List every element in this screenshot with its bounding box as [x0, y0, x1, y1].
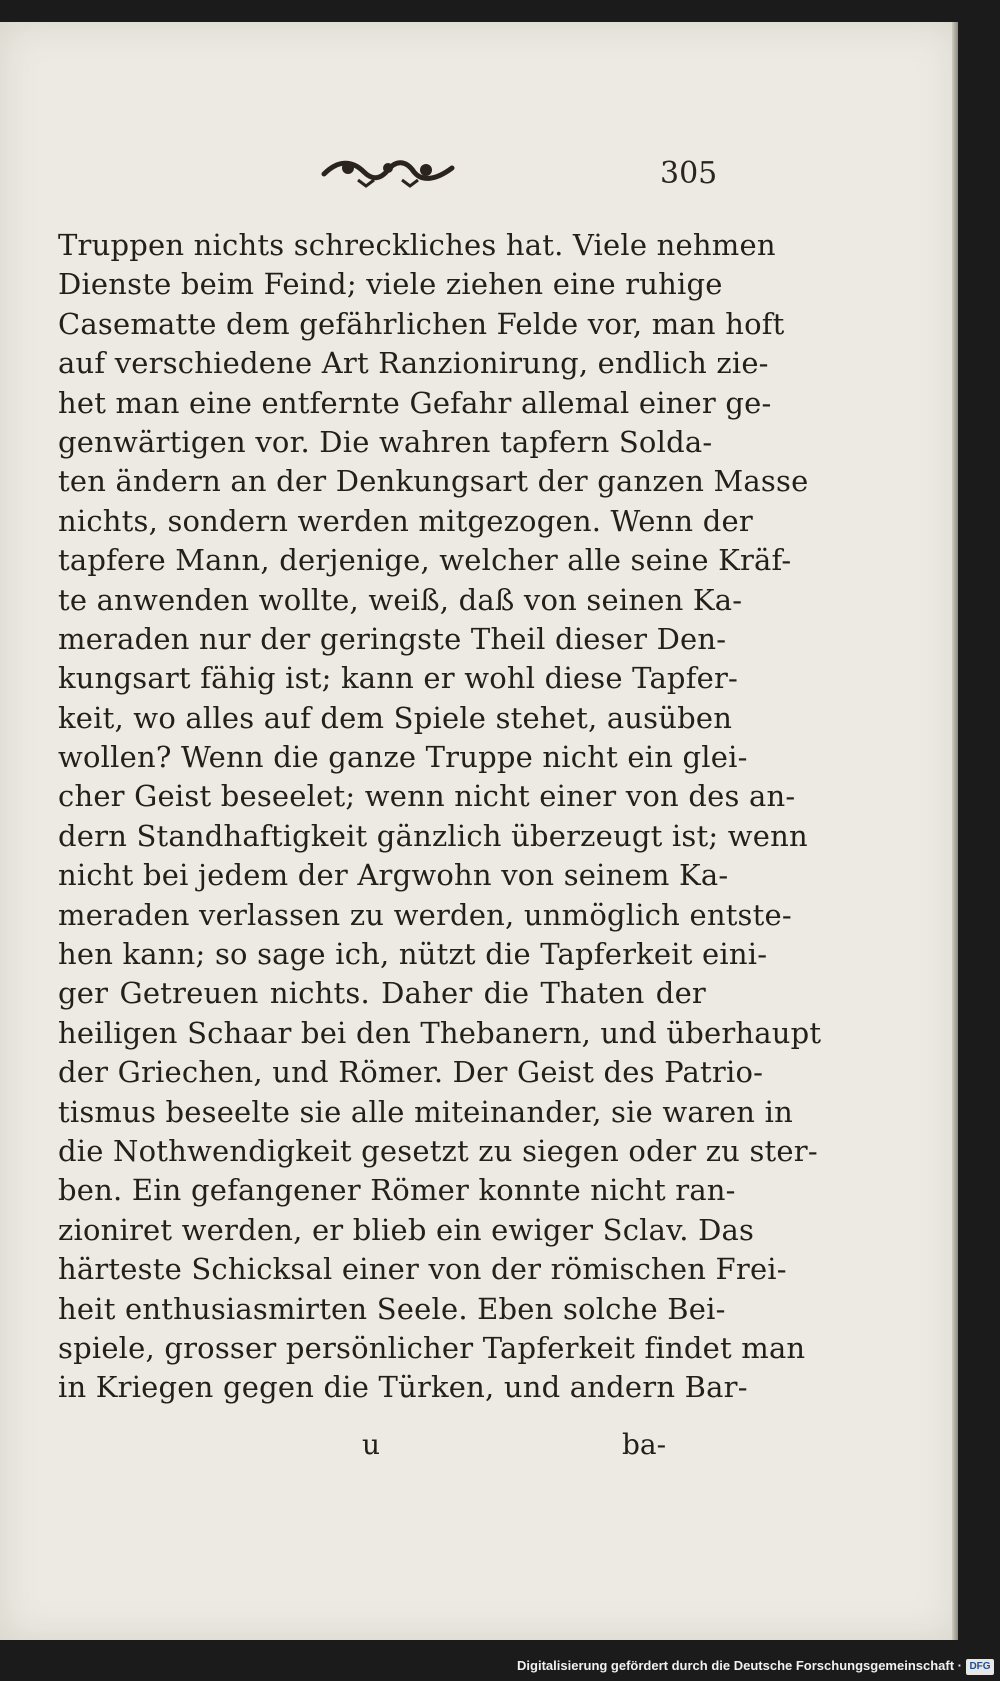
text-line: meraden nur der geringste Theil dieser Den- — [58, 621, 727, 656]
text-line: Truppen nichts schreckliches hat. Viele nehmen — [58, 228, 776, 262]
text-line: heit enthusiasmirten Seele. Eben solche Bei- — [58, 1291, 726, 1326]
text-line: kungsart fähig ist; kann er wohl diese Tapfer- — [58, 661, 739, 696]
text-line: in Kriegen gegen die Türken, und andern Bar- — [58, 1370, 748, 1405]
text-line: ben. Ein gefangener Römer konnte nicht ran- — [58, 1173, 736, 1208]
text-line: wollen? Wenn die ganze Truppe nicht ein glei- — [58, 740, 748, 775]
text-line: dern Standhaftigkeit gänzlich überzeugt ist; wenn — [58, 818, 808, 853]
page-number: 305 — [660, 156, 718, 191]
text-line: der Griechen, und Römer. Der Geist des Patrio- — [58, 1055, 764, 1090]
decorative-ornament-icon — [318, 150, 458, 190]
text-line: heiligen Schaar bei den Thebanern, und überhaupt — [58, 1015, 822, 1050]
text-line: ten ändern an der Denkungsart der ganzen Masse — [58, 464, 809, 499]
text-line: het man eine entfernte Gefahr allemal einer ge- — [58, 385, 772, 420]
text-line: hen kann; so sage ich, nützt die Tapferkeit eini- — [58, 937, 768, 972]
text-line: Casematte dem gefährlichen Felde vor, man hoft — [58, 306, 785, 341]
page-edge — [952, 22, 958, 1640]
dfg-logo: DFG — [966, 1659, 994, 1675]
signature-mark: u — [362, 1428, 381, 1461]
body-text — [58, 226, 822, 1408]
text-line: keit, wo alles auf dem Spiele stehet, ausüben — [58, 700, 733, 735]
text-line: härteste Schicksal einer von der römischen Frei- — [58, 1252, 787, 1287]
text-line: te anwenden wollte, weiß, daß von seinen Ka- — [58, 582, 743, 617]
text-line: zioniret werden, er blieb ein ewiger Sclav. Das — [58, 1212, 755, 1247]
text-line: tapfere Mann, derjenige, welcher alle seine Kräf- — [58, 543, 792, 578]
footer-credit: Digitalisierung gefördert durch die Deutsche Forschungsgemeinschaft · — [517, 1658, 962, 1673]
text-line: ger Getreuen nichts. Daher die Thaten der — [58, 976, 706, 1011]
text-line: die Nothwendigkeit gesetzt zu siegen oder zu ster- — [58, 1133, 818, 1168]
text-line: nicht bei jedem der Argwohn von seinem Ka- — [58, 858, 729, 893]
text-line: meraden verlassen zu werden, unmöglich entste- — [58, 897, 792, 932]
text-line: nichts, sondern werden mitgezogen. Wenn der — [58, 503, 753, 538]
text-line: auf verschiedene Art Ranzionirung, endlich zie- — [58, 346, 769, 381]
text-line: tismus beseelte sie alle miteinander, sie waren in — [58, 1094, 793, 1129]
catchword: ba- — [622, 1428, 667, 1461]
text-line: Dienste beim Feind; viele ziehen eine ruhige — [58, 267, 723, 302]
text-line: genwärtigen vor. Die wahren tapfern Solda- — [58, 424, 713, 459]
text-line: cher Geist beseelet; wenn nicht einer von des an- — [58, 779, 796, 814]
text-line: spiele, grosser persönlicher Tapferkeit findet man — [58, 1330, 806, 1365]
